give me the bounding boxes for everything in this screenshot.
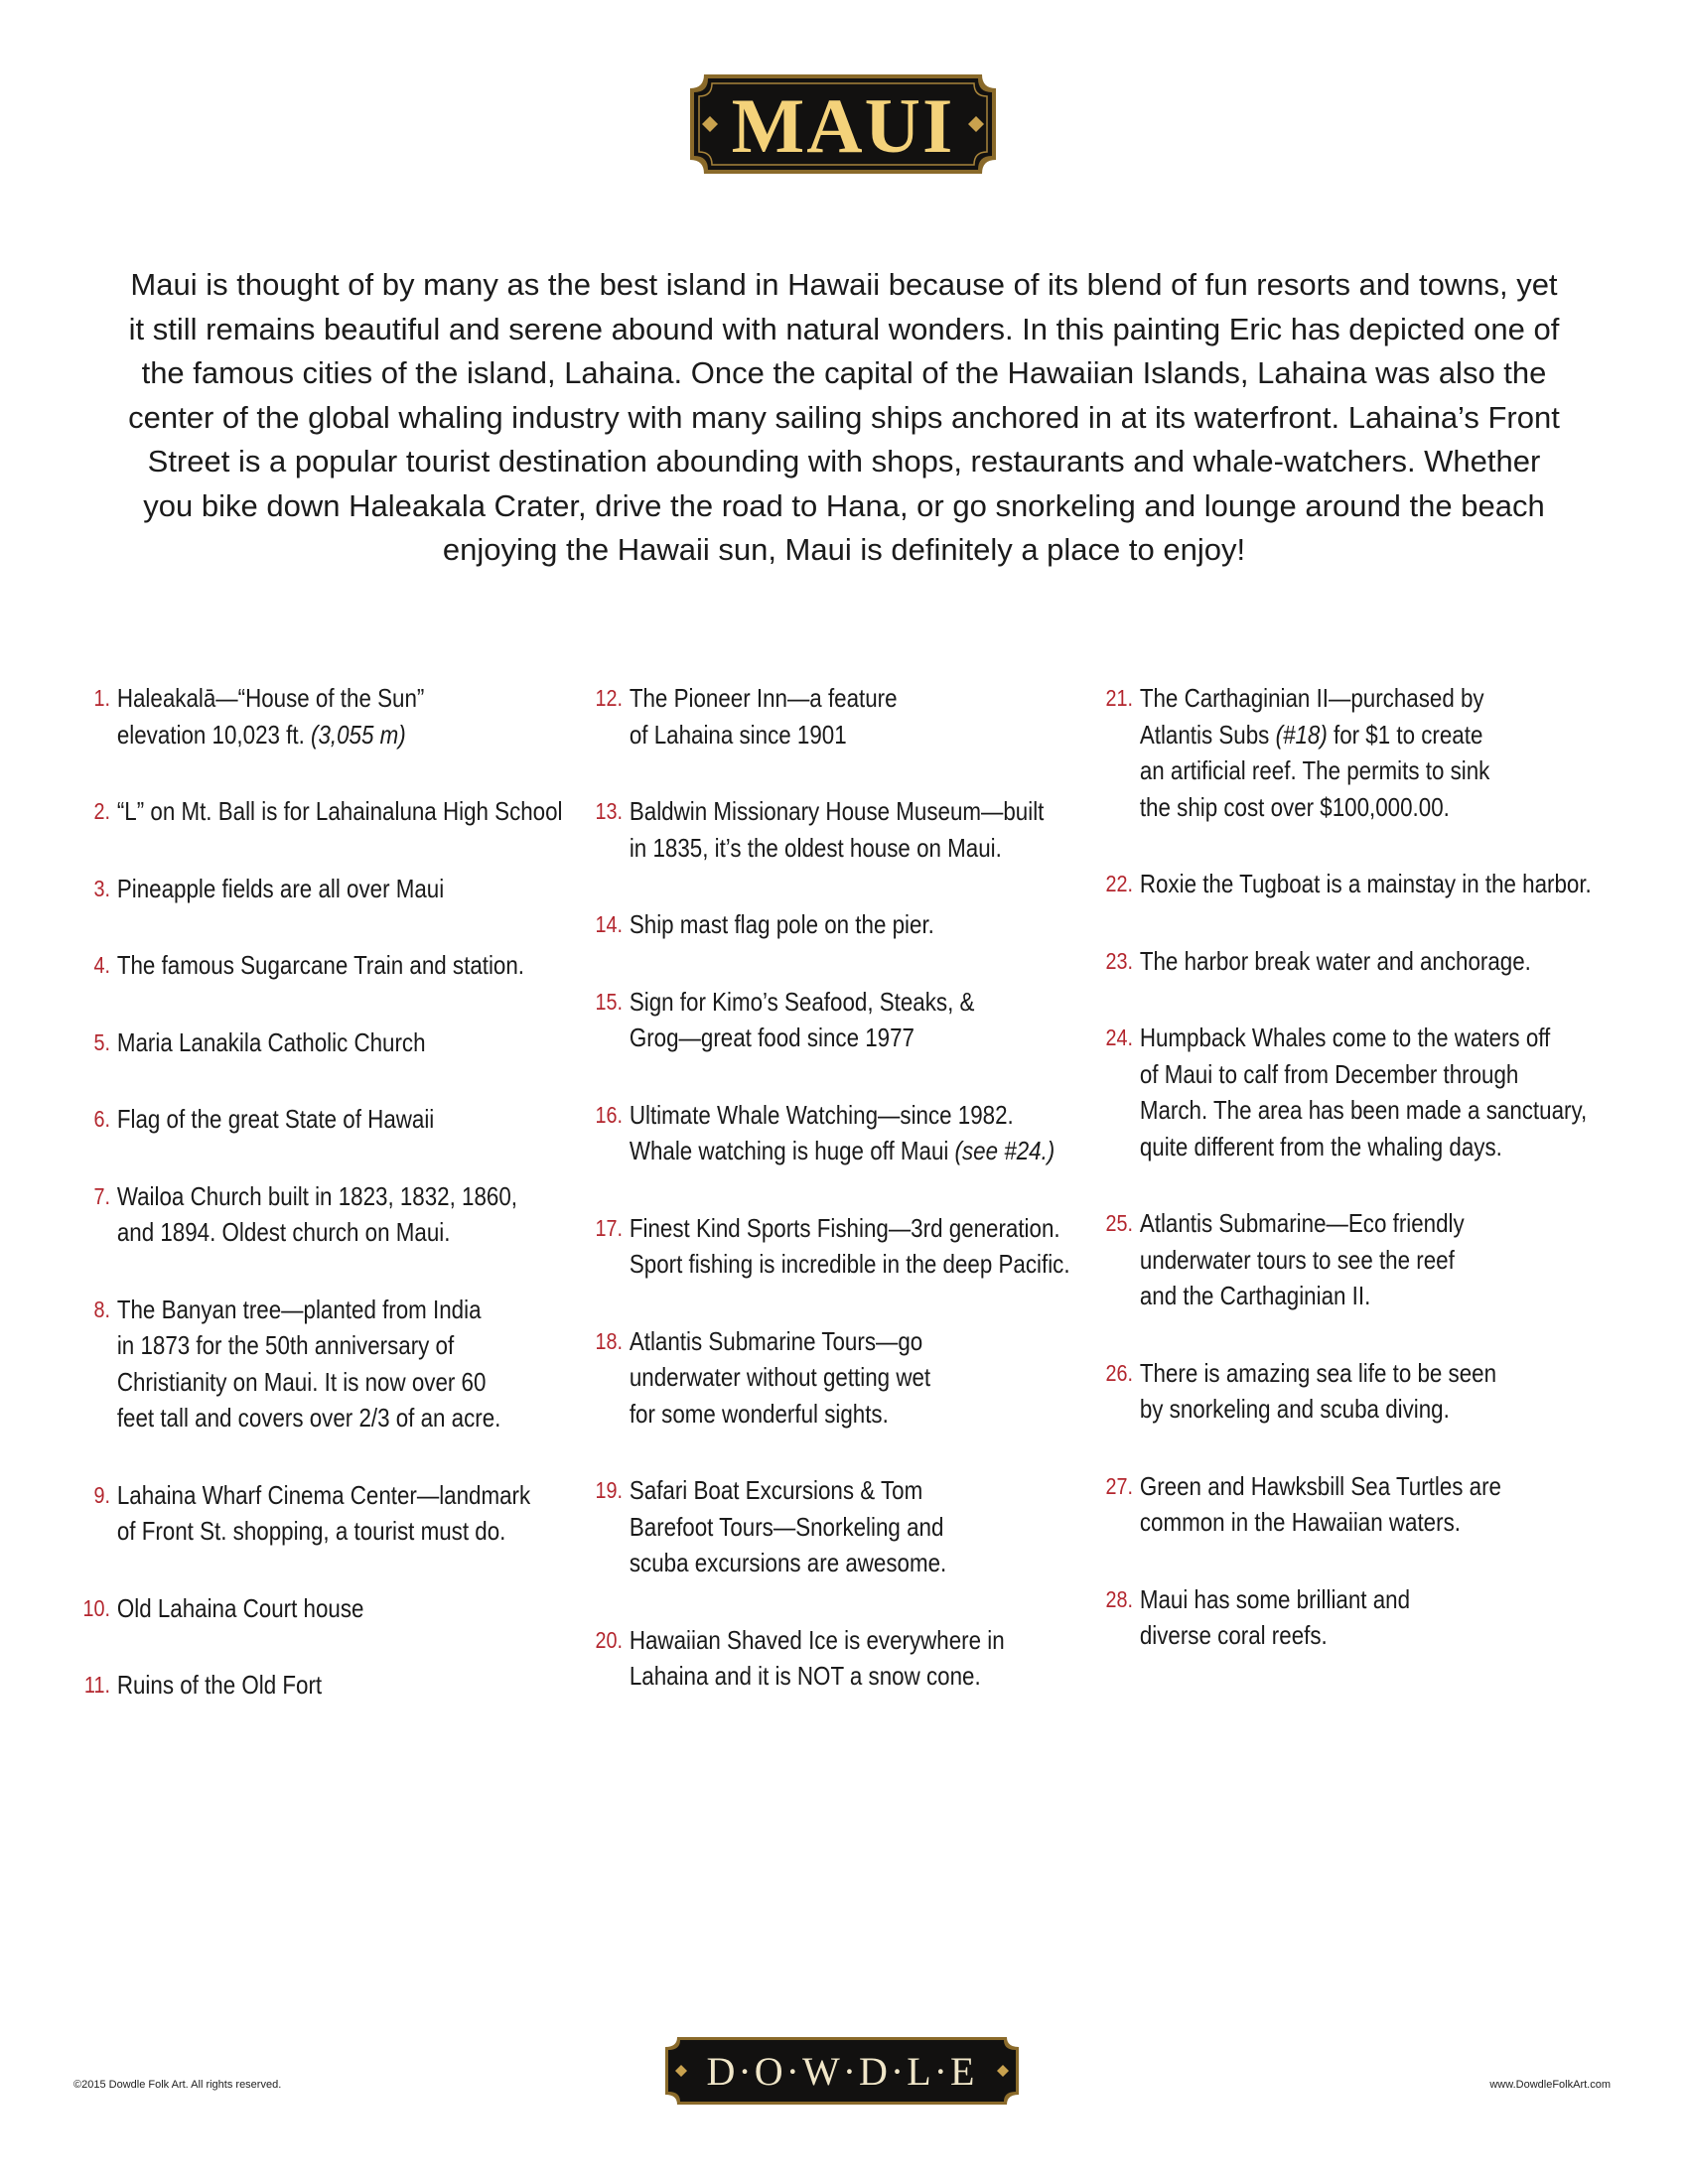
legend-text-italic: (#18) xyxy=(1275,719,1328,750)
legend-text-line: for some wonderful sights. xyxy=(629,1398,889,1429)
legend-text-line: common in the Hawaiian waters. xyxy=(1139,1507,1461,1537)
legend-item xyxy=(79,1292,523,1436)
legend-text-line: an artificial reef. The permits to sink xyxy=(1139,755,1490,785)
legend-item xyxy=(592,984,1028,1056)
legend-number: 28. xyxy=(1105,1585,1133,1612)
legend-text-line: The famous Sugarcane Train and station. xyxy=(116,950,525,980)
legend-number: 16. xyxy=(595,1101,623,1128)
legend-number: 13. xyxy=(595,798,623,824)
legend-text-line xyxy=(117,717,523,753)
legend-item xyxy=(592,1323,1028,1433)
legend-text-line: of Lahaina since 1901 xyxy=(629,719,847,750)
footer-logo-text: D·O·W·D·L·E xyxy=(706,2048,978,2094)
legend-item xyxy=(79,680,523,752)
legend-text-line: Old Lahaina Court house xyxy=(116,1592,364,1623)
legend-text-line: Maui has some brilliant and xyxy=(1139,1583,1411,1614)
legend-text-line: Grog—great food since 1977 xyxy=(629,1023,914,1052)
legend-text-line: and the Carthaginian II. xyxy=(1139,1281,1371,1310)
legend-text-line: Lahaina Wharf Cinema Center—landmark xyxy=(116,1479,531,1510)
legend-item xyxy=(592,906,1028,943)
legend-number: 3. xyxy=(93,875,110,901)
legend-column-1 xyxy=(79,680,596,1744)
legend-text-segment: for $1 to create xyxy=(1327,719,1483,750)
legend-item xyxy=(592,1622,1028,1695)
legend-number: 26. xyxy=(1105,1359,1133,1386)
legend-item xyxy=(1102,1205,1563,1314)
legend-text-line: Hawaiian Shaved Ice is everywhere in xyxy=(629,1624,1005,1655)
legend-text-line: Finest Kind Sports Fishing—3rd generation. xyxy=(629,1212,1060,1243)
legend-text-line xyxy=(629,1133,1055,1169)
legend-text-line: Atlantis Submarine Tours—go xyxy=(629,1325,923,1356)
legend-number: 21. xyxy=(1105,685,1133,711)
legend-text-line: The harbor break water and anchorage. xyxy=(1139,945,1531,976)
legend-number: 4. xyxy=(93,952,110,978)
legend-number: 20. xyxy=(595,1626,623,1653)
legend-item xyxy=(79,1024,523,1061)
legend-item xyxy=(79,1590,523,1627)
legend-text-line: and 1894. Oldest church on Maui. xyxy=(116,1217,451,1247)
legend-number: 10. xyxy=(82,1594,110,1621)
legend-item xyxy=(79,871,523,907)
legend-number: 11. xyxy=(83,1672,110,1698)
legend-number: 27. xyxy=(1105,1472,1133,1499)
legend-text-line: in 1835, it’s the oldest house on Maui. xyxy=(629,832,1002,863)
legend-text-line: scuba excursions are awesome. xyxy=(629,1548,947,1577)
legend-item xyxy=(79,1667,523,1704)
legend-item xyxy=(1102,943,1563,980)
legend-text-line: Green and Hawksbill Sea Turtles are xyxy=(1139,1470,1501,1501)
legend-text-line: Lahaina and it is NOT a snow cone. xyxy=(629,1661,981,1691)
legend-text-line: Baldwin Missionary House Museum—built xyxy=(629,796,1045,826)
legend-text-line: by snorkeling and scuba diving. xyxy=(1139,1394,1450,1424)
legend-text-line: The Carthaginian II—purchased by xyxy=(1139,683,1484,713)
legend-text-line: underwater tours to see the reef xyxy=(1139,1244,1455,1275)
legend-text-segment: elevation 10,023 ft. xyxy=(116,719,312,750)
legend-item xyxy=(1102,866,1592,902)
legend-item xyxy=(592,1210,1070,1283)
legend-text-line: Christianity on Maui. It is now over 60 xyxy=(116,1366,487,1397)
legend-text-line: in 1873 for the 50th anniversary of xyxy=(116,1330,455,1360)
legend-text-line: Flag of the great State of Hawaii xyxy=(116,1104,435,1134)
intro-paragraph: Maui is thought of by many as the best island in Hawaii because of its blend of fun resorts and towns, yet it still remains beautiful and serene abound with natural wonders. In this painting Eric has depicted one of the famous cities of the island, Lahaina. Once the capital of the Hawaiian Islands, Lahaina was also the center of the global whaling industry with many sailing ships anchored in at its waterfront. Lahaina’s Front Street is a popular tourist destination abounding with shops, restaurants and whale-watchers. Whether you bike down Haleakala Crater, drive the road to Hana, or go snorkeling and lounge around the beach enjoying the Hawaii sun, Maui is definitely a place to enjoy! xyxy=(128,267,1560,567)
legend-item xyxy=(79,947,523,984)
legend-text-line: Ship mast flag pole on the pier. xyxy=(629,909,934,939)
legend-item xyxy=(592,1097,1055,1169)
legend-number: 2. xyxy=(93,798,110,824)
legend-text-italic: (see #24.) xyxy=(954,1136,1055,1165)
legend-text-line: The Pioneer Inn—a feature xyxy=(629,683,898,713)
legend-text-line: There is amazing sea life to be seen xyxy=(1139,1357,1497,1388)
legend-number: 1. xyxy=(93,685,110,711)
legend-number: 12. xyxy=(595,685,623,711)
legend-number: 5. xyxy=(93,1028,110,1055)
legend-item xyxy=(592,793,1045,866)
legend-text-italic: (3,055 m) xyxy=(311,719,406,750)
legend-text-line: Haleakalā—“House of the Sun” xyxy=(116,683,425,713)
legend-text-line: Humpback Whales come to the waters off xyxy=(1139,1023,1551,1052)
legend-text-line: “L” on Mt. Ball is for Lahainaluna High School xyxy=(116,796,563,826)
legend-number: 18. xyxy=(595,1327,623,1354)
legend-text-line: quite different from the whaling days. xyxy=(1139,1131,1502,1161)
legend-number: 15. xyxy=(595,988,623,1015)
legend-text-line: Sport fishing is incredible in the deep Pacific. xyxy=(629,1249,1070,1279)
legend-number: 24. xyxy=(1105,1024,1133,1050)
legend-text-line: feet tall and covers over 2/3 of an acre. xyxy=(116,1403,501,1433)
footer-url[interactable]: www.DowdleFolkArt.com xyxy=(1489,2079,1611,2091)
legend-text-line: March. The area has been made a sanctuary, xyxy=(1139,1095,1588,1125)
legend-text-line: Wailoa Church built in 1823, 1832, 1860, xyxy=(116,1180,518,1211)
legend-item xyxy=(592,1472,1028,1581)
legend-text-segment: Whale watching is huge off Maui xyxy=(629,1136,955,1165)
legend-item xyxy=(1102,1468,1563,1541)
legend-number: 23. xyxy=(1105,947,1133,974)
footer-copyright: ©2015 Dowdle Folk Art. All rights reserved. xyxy=(73,2079,282,2091)
legend-number: 19. xyxy=(595,1477,623,1503)
legend-text-line: Barefoot Tours—Snorkeling and xyxy=(629,1511,944,1542)
legend-text-line: Pineapple fields are all over Maui xyxy=(116,873,445,903)
legend-number: 8. xyxy=(93,1296,110,1322)
legend-text-line xyxy=(1140,717,1564,753)
legend-text-line: Maria Lanakila Catholic Church xyxy=(116,1026,426,1057)
legend-number: 6. xyxy=(93,1106,110,1132)
legend-item xyxy=(592,680,1028,752)
legend-text-line: Ruins of the Old Fort xyxy=(116,1670,323,1700)
legend-number: 9. xyxy=(93,1481,110,1508)
legend-item xyxy=(1102,1581,1563,1654)
legend-text-line: Roxie the Tugboat is a mainstay in the harbor. xyxy=(1139,869,1592,898)
legend-item xyxy=(79,1477,531,1550)
legend-number: 7. xyxy=(93,1182,110,1209)
legend-text-line: Sign for Kimo’s Seafood, Steaks, & xyxy=(629,986,975,1017)
legend-column-3 xyxy=(1102,680,1638,1695)
legend-number: 17. xyxy=(595,1214,623,1241)
legend-text-line: of Maui to calf from December through xyxy=(1139,1058,1519,1089)
footer-logo xyxy=(665,2037,1019,2105)
legend-text-line: underwater without getting wet xyxy=(629,1362,931,1392)
legend-column-2 xyxy=(592,680,1098,1735)
legend-number: 22. xyxy=(1105,871,1133,896)
legend-item xyxy=(79,793,563,830)
legend-item xyxy=(1102,680,1563,825)
legend-text-line: diverse coral reefs. xyxy=(1139,1620,1328,1650)
legend-item xyxy=(79,1178,523,1251)
legend-text-line: of Front St. shopping, a tourist must do. xyxy=(116,1516,506,1546)
legend-text-segment: Atlantis Subs xyxy=(1139,719,1276,750)
legend-text-line: Atlantis Submarine—Eco friendly xyxy=(1139,1208,1465,1238)
legend-number: 25. xyxy=(1105,1210,1133,1236)
legend-number: 14. xyxy=(595,911,623,937)
page-title: MAUI xyxy=(731,82,955,169)
legend-text-line: The Banyan tree—planted from India xyxy=(116,1294,482,1324)
legend-item xyxy=(1102,1355,1563,1428)
legend-text-line: Ultimate Whale Watching—since 1982. xyxy=(629,1099,1014,1130)
legend-text-line: the ship cost over $100,000.00. xyxy=(1139,791,1450,822)
title-plaque xyxy=(690,74,996,174)
legend-item xyxy=(1102,1020,1588,1164)
legend-item xyxy=(79,1101,523,1138)
legend-text-line: Safari Boat Excursions & Tom xyxy=(629,1475,923,1505)
